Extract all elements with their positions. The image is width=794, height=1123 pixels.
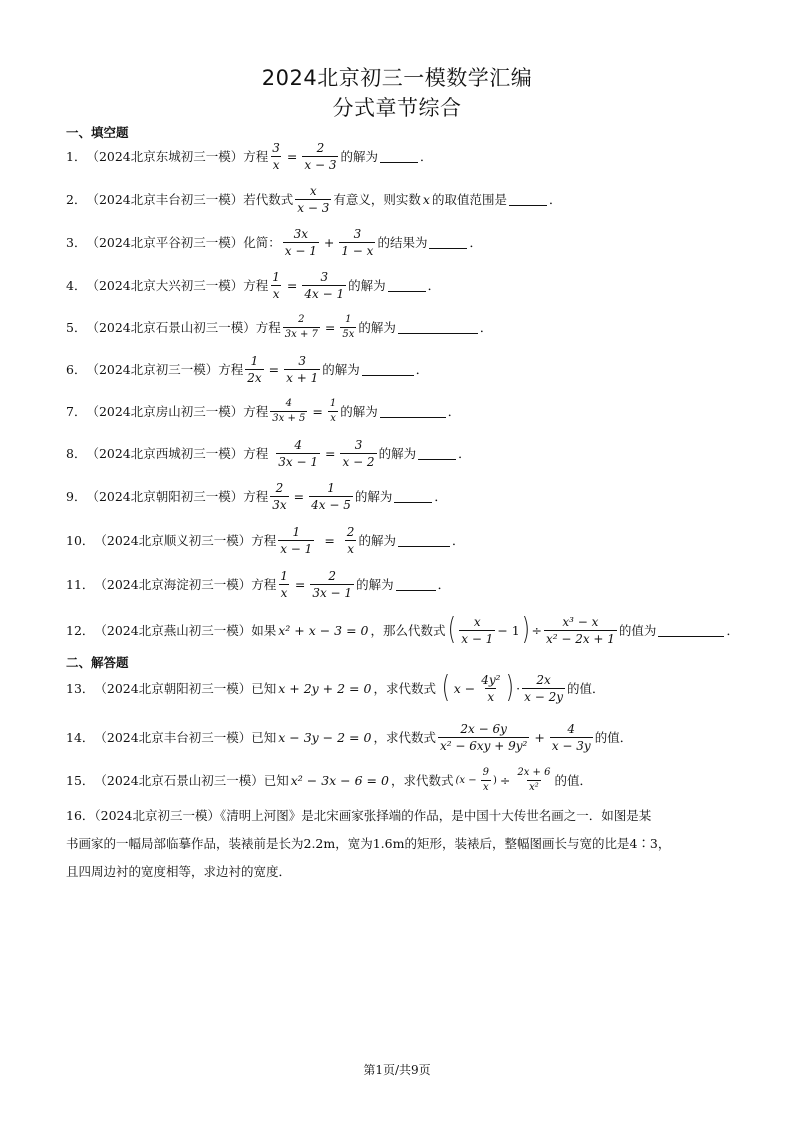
fraction: $\frac{4}{x - 3y}$ [551,721,591,753]
question-16: 16．（2024北京初三一模）《清明上河图》是北宋画家张择端的作品，是中国十大传世名画之一．如图是某 书画家的一幅局部临摹作品，装裱前是长为2.2m，宽为1.6m的矩形，装裱后，整幅图画长与宽的比是4∶3， 且四周边衬的宽度相等，求边衬的宽度． [66,808,671,879]
answer-blank [658,624,724,637]
answer-blank [394,490,432,503]
question-1: 1． （2024北京东城初三一模）方程 $\frac{3}{x}$ = $\frac{2}{x - 3}$ 的解为 ． [66,140,433,172]
fraction: $\frac{1}{4x - 5}$ [311,480,351,512]
fraction: $\frac{x}{x - 3}$ [297,183,330,215]
question-2: 2． （2024北京丰台初三一模）若代数式 $\frac{x}{x - 3}$ 有意义，则实数 x 的取值范围是 ． [66,183,562,215]
fraction: $\frac{3}{4x - 1}$ [304,269,345,301]
fraction: $\frac{2x - 6y}{\text{x² − 6xy + 9y²}}$ [439,721,528,753]
answer-blank [398,321,478,334]
fraction: $\frac{3x}{x - 1}$ [284,226,317,258]
answer-blank [380,405,446,418]
answer-blank [388,279,426,292]
fraction: $\frac{1}{5x}$ [342,313,355,340]
fraction: $\frac{2x + 6}{\text{x²}}$ [517,766,551,793]
fraction: $\frac{4}{3x + 5}$ [272,397,306,424]
fraction: $\frac{2}{3x}$ [272,480,287,512]
question-13: 13． （2024北京朝阳初三一模）已知 x + 2y + 2 = 0 ，求代数式 ( x − $\frac{\text{4y²}}{x}$ ) · $\frac{2x}{x - 2y}$ 的值． [66,670,605,705]
question-5: 5． （2024北京石景山初三一模）方程 $\frac{2}{3x + 7}$ = $\frac{1}{5x}$ 的解为 ． [66,313,493,340]
question-14: 14． （2024北京丰台初三一模）已知 x − 3y − 2 = 0 ，求代数式 $\frac{2x - 6y}{\text{x² − 6xy + 9y²}}$ + $\frac{4}{x - 3y}$ 的值． [66,721,633,753]
question-3: 3． （2024北京平谷初三一模）化简： $\frac{3x}{x - 1}$ + $\frac{3}{1 - x}$ 的结果为 ． [66,226,482,258]
fraction: $\frac{3}{x}$ [272,140,280,172]
question-11: 11． （2024北京海淀初三一模）方程 $\frac{1}{x}$ = $\frac{2}{3x - 1}$ 的解为 ． [66,568,451,600]
fraction: $\frac{3}{1 - x}$ [341,226,374,258]
doc-title: 2024北京初三一模数学汇编 [261,66,533,90]
answer-blank [398,534,450,547]
fraction: $\frac{3}{x - 2}$ [342,437,375,469]
question-6: 6． （2024北京初三一模）方程 $\frac{1}{2x}$ = $\frac{3}{x + 1}$ 的解为 ． [66,353,429,385]
question-4: 4． （2024北京大兴初三一模）方程 $\frac{1}{x}$ = $\frac{3}{4x - 1}$ 的解为 ． [66,269,441,301]
section-fill-blank: 一、填空题 [66,125,129,140]
fraction: $\frac{9}{x}$ [482,766,489,793]
answer-blank [362,363,414,376]
question-12: 12． （2024北京燕山初三一模）如果 x² + x − 3 = 0 ，那么代数式 ( $\frac{x}{x - 1}$ − 1 ) ÷ $\frac{\text{x³ − x}}{\text{x² − 2x + 1}}$ 的值为 ． [66,612,739,647]
page-footer: 第1页/共9页 [363,1063,431,1077]
fraction: $\frac{4}{3x - 1}$ [278,437,318,469]
doc-subtitle: 分式章节综合 [332,96,462,120]
question-7: 7． （2024北京房山初三一模）方程 $\frac{4}{3x + 5}$ = $\frac{1}{x}$ 的解为 ． [66,397,461,424]
section-solve: 二、解答题 [66,655,129,670]
question-10: 10． （2024北京顺义初三一模）方程 $\frac{1}{x - 1}$ = $\frac{2}{x}$ 的解为 ． [66,524,465,556]
answer-blank [380,150,418,163]
question-9: 9． （2024北京朝阳初三一模）方程 $\frac{2}{3x}$ = $\frac{1}{4x - 5}$ 的解为 ． [66,480,447,512]
fraction: $\frac{1}{x}$ [272,269,280,301]
fraction: $\frac{1}{x - 1}$ [280,524,313,556]
fraction: $\frac{\text{4y²}}{x}$ [481,672,501,704]
fraction: $\frac{2}{x - 3}$ [304,140,337,172]
fraction: $\frac{\text{x³ − x}}{\text{x² − 2x + 1}}$ [545,614,615,646]
fraction: $\frac{1}{x}$ [280,568,288,600]
fraction: $\frac{x}{x - 1}$ [461,614,494,646]
fraction: $\frac{2x}{x - 2y}$ [524,672,563,704]
fraction: $\frac{3}{x + 1}$ [286,353,319,385]
answer-blank [418,447,456,460]
answer-blank [396,578,436,591]
fraction: $\frac{2}{3x + 7}$ [284,313,318,340]
fraction: $\frac{2}{3x - 1}$ [312,568,353,600]
question-8: 8． （2024北京西城初三一模）方程 $\frac{4}{3x - 1}$ = $\frac{3}{x - 2}$ 的解为 ． [66,437,471,469]
answer-blank [509,193,547,206]
question-15: 15． （2024北京石景山初三一模）已知 x² − 3x − 6 = 0 ，求代数式 (x − $\frac{9}{x}$ ) ÷ $\frac{2x + 6}{\text{x²}}$ 的值． [66,766,592,793]
answer-blank [429,236,467,249]
fraction: $\frac{1}{2x}$ [247,353,262,385]
fraction: $\frac{1}{x}$ [329,397,337,424]
fraction: $\frac{2}{x}$ [346,524,355,556]
